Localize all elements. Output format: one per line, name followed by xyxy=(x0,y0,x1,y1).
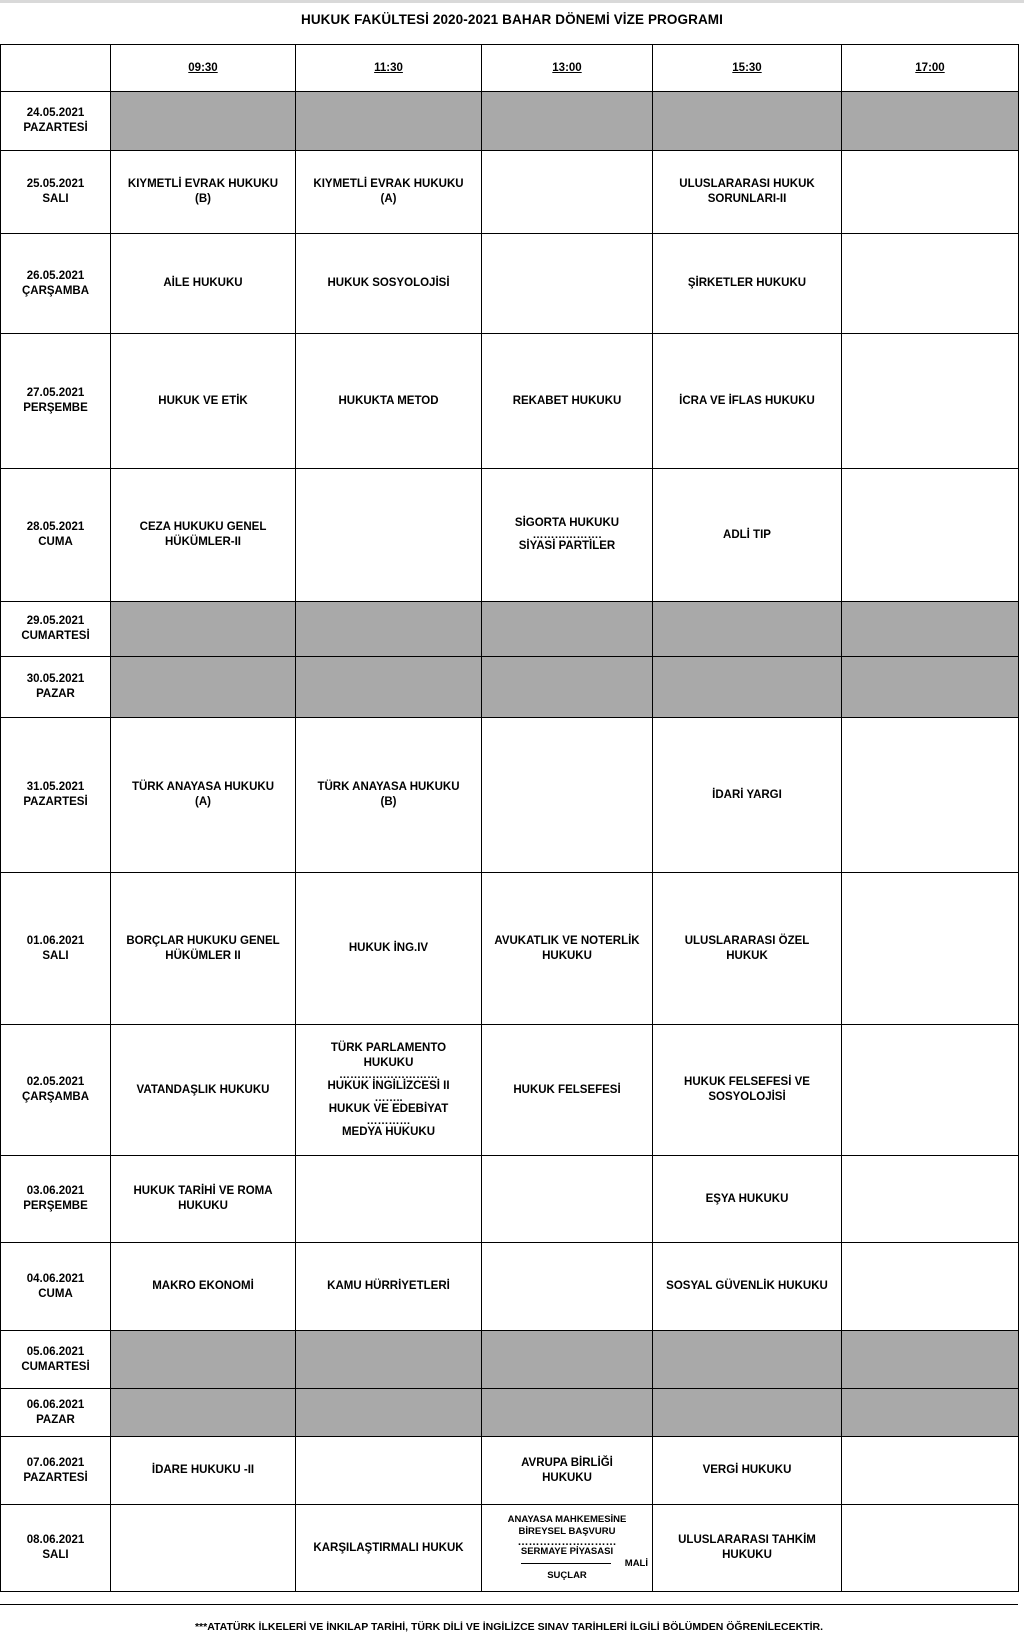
date-cell: 24.05.2021 PAZARTESİ xyxy=(1,92,111,151)
holiday-cell xyxy=(296,1389,482,1437)
exam-cell: KIYMETLİ EVRAK HUKUKU (A) xyxy=(296,151,482,234)
exam-schedule-table xyxy=(0,44,1019,1592)
exam-cell: ADLİ TIP xyxy=(653,469,842,602)
holiday-cell xyxy=(482,92,653,151)
exam-cell: İDARİ YARGI xyxy=(653,718,842,873)
exam-cell: İCRA VE İFLAS HUKUKU xyxy=(653,334,842,469)
holiday-cell xyxy=(482,602,653,657)
exam-cell: HUKUK FELSEFESİ xyxy=(482,1025,653,1156)
time-header: 13:00 xyxy=(482,45,653,92)
date-cell: 30.05.2021 PAZAR xyxy=(1,657,111,718)
holiday-cell xyxy=(482,657,653,718)
empty-cell xyxy=(842,1505,1019,1592)
empty-cell xyxy=(111,1505,296,1592)
empty-cell xyxy=(842,234,1019,334)
holiday-cell xyxy=(842,657,1019,718)
empty-cell xyxy=(296,1437,482,1505)
exam-cell: AVRUPA BİRLİĞİ HUKUKU xyxy=(482,1437,653,1505)
date-cell: 06.06.2021 PAZAR xyxy=(1,1389,111,1437)
empty-cell xyxy=(482,1156,653,1243)
exam-cell: SOSYAL GÜVENLİK HUKUKU xyxy=(653,1243,842,1331)
holiday-cell xyxy=(111,92,296,151)
exam-cell: EŞYA HUKUKU xyxy=(653,1156,842,1243)
date-cell: 29.05.2021 CUMARTESİ xyxy=(1,602,111,657)
table-row xyxy=(1,1437,1019,1505)
table-row xyxy=(1,469,1019,602)
exam-cell: HUKUK FELSEFESİ VE SOSYOLOJİSİ xyxy=(653,1025,842,1156)
exam-cell: BORÇLAR HUKUKU GENEL HÜKÜMLER II xyxy=(111,873,296,1025)
page-title: HUKUK FAKÜLTESİ 2020-2021 BAHAR DÖNEMİ VİZE PROGRAMI xyxy=(300,12,723,27)
holiday-cell xyxy=(296,657,482,718)
holiday-cell xyxy=(111,657,296,718)
holiday-cell xyxy=(296,92,482,151)
exam-cell: CEZA HUKUKU GENEL HÜKÜMLER-II xyxy=(111,469,296,602)
date-cell: 08.06.2021 SALI xyxy=(1,1505,111,1592)
top-border xyxy=(0,0,1024,3)
holiday-cell xyxy=(653,1331,842,1389)
exam-cell: SİGORTA HUKUKU ………………. SİYASİ PARTİLER xyxy=(482,469,653,602)
time-header: 15:30 xyxy=(653,45,842,92)
empty-cell xyxy=(296,1156,482,1243)
holiday-cell xyxy=(296,602,482,657)
holiday-cell xyxy=(842,1389,1019,1437)
empty-cell xyxy=(842,873,1019,1025)
time-header: 09:30 xyxy=(111,45,296,92)
date-cell: 25.05.2021 SALI xyxy=(1,151,111,234)
exam-cell: İDARE HUKUKU -II xyxy=(111,1437,296,1505)
empty-cell xyxy=(842,1025,1019,1156)
date-cell: 01.06.2021 SALI xyxy=(1,873,111,1025)
table-row xyxy=(1,873,1019,1025)
table-row xyxy=(1,1389,1019,1437)
table-row xyxy=(1,334,1019,469)
table-row xyxy=(1,151,1019,234)
exam-cell: HUKUK İNG.IV xyxy=(296,873,482,1025)
date-cell: 31.05.2021 PAZARTESİ xyxy=(1,718,111,873)
exam-cell: TÜRK ANAYASA HUKUKU (B) xyxy=(296,718,482,873)
exam-cell: ULUSLARARASI HUKUK SORUNLARI-II xyxy=(653,151,842,234)
exam-cell: ANAYASA MAHKEMESİNE BİREYSEL BAŞVURU ……………………… SERMAYE PİYASASI MALİ SUÇLAR xyxy=(482,1505,653,1592)
holiday-cell xyxy=(482,1389,653,1437)
header-row xyxy=(1,45,1019,92)
table-row xyxy=(1,718,1019,873)
date-cell: 02.05.2021 ÇARŞAMBA xyxy=(1,1025,111,1156)
time-header: 11:30 xyxy=(296,45,482,92)
exam-cell: TÜRK ANAYASA HUKUKU (A) xyxy=(111,718,296,873)
empty-cell xyxy=(842,1243,1019,1331)
footer-note: ***ATATÜRK İLKELERİ VE İNKILAP TARİHİ, TÜRK DİLİ VE İNGİLİZCE SINAV TARİHLERİ İLGİLİ BÖLÜMDEN ÖĞRENİLECEKTİR. xyxy=(0,1604,1018,1649)
holiday-cell xyxy=(842,602,1019,657)
exam-cell: AİLE HUKUKU xyxy=(111,234,296,334)
holiday-cell xyxy=(653,602,842,657)
date-cell: 26.05.2021 ÇARŞAMBA xyxy=(1,234,111,334)
exam-cell: VATANDAŞLIK HUKUKU xyxy=(111,1025,296,1156)
date-cell: 07.06.2021 PAZARTESİ xyxy=(1,1437,111,1505)
holiday-cell xyxy=(653,657,842,718)
exam-cell: HUKUKTA METOD xyxy=(296,334,482,469)
empty-cell xyxy=(842,334,1019,469)
date-cell: 04.06.2021 CUMA xyxy=(1,1243,111,1331)
holiday-cell xyxy=(653,92,842,151)
corner-cell xyxy=(1,45,111,92)
holiday-cell xyxy=(482,1331,653,1389)
date-cell: 28.05.2021 CUMA xyxy=(1,469,111,602)
table-row xyxy=(1,234,1019,334)
empty-cell xyxy=(842,1156,1019,1243)
table-row xyxy=(1,602,1019,657)
holiday-cell xyxy=(111,1331,296,1389)
exam-cell: KAMU HÜRRİYETLERİ xyxy=(296,1243,482,1331)
exam-cell: VERGİ HUKUKU xyxy=(653,1437,842,1505)
holiday-cell xyxy=(296,1331,482,1389)
exam-cell: KARŞILAŞTIRMALI HUKUK xyxy=(296,1505,482,1592)
exam-cell: AVUKATLIK VE NOTERLİK HUKUKU xyxy=(482,873,653,1025)
empty-cell xyxy=(842,1437,1019,1505)
empty-cell xyxy=(482,1243,653,1331)
empty-cell xyxy=(482,234,653,334)
exam-cell: ŞİRKETLER HUKUKU xyxy=(653,234,842,334)
exam-cell: REKABET HUKUKU xyxy=(482,334,653,469)
date-cell: 27.05.2021 PERŞEMBE xyxy=(1,334,111,469)
exam-cell: MAKRO EKONOMİ xyxy=(111,1243,296,1331)
holiday-cell xyxy=(111,602,296,657)
holiday-cell xyxy=(111,1389,296,1437)
empty-cell xyxy=(842,469,1019,602)
exam-cell: HUKUK VE ETİK xyxy=(111,334,296,469)
empty-cell xyxy=(296,469,482,602)
empty-cell xyxy=(482,718,653,873)
exam-cell: KIYMETLİ EVRAK HUKUKU (B) xyxy=(111,151,296,234)
table-row xyxy=(1,1025,1019,1156)
empty-cell xyxy=(842,718,1019,873)
exam-cell: HUKUK TARİHİ VE ROMA HUKUKU xyxy=(111,1156,296,1243)
exam-cell: HUKUK SOSYOLOJİSİ xyxy=(296,234,482,334)
table-row xyxy=(1,1331,1019,1389)
table-row xyxy=(1,1505,1019,1592)
table-row xyxy=(1,92,1019,151)
time-header: 17:00 xyxy=(842,45,1019,92)
date-cell: 03.06.2021 PERŞEMBE xyxy=(1,1156,111,1243)
holiday-cell xyxy=(842,1331,1019,1389)
exam-cell: ULUSLARARASI TAHKİM HUKUKU xyxy=(653,1505,842,1592)
table-row xyxy=(1,1243,1019,1331)
table-row xyxy=(1,657,1019,718)
holiday-cell xyxy=(653,1389,842,1437)
empty-cell xyxy=(482,151,653,234)
exam-cell: TÜRK PARLAMENTO HUKUKU ……………………… HUKUK İNGİLİZCESİ II …….. HUKUK VE EDEBİYAT ………… MEDYA HUKUKU xyxy=(296,1025,482,1156)
table-row xyxy=(1,1156,1019,1243)
date-cell: 05.06.2021 CUMARTESİ xyxy=(1,1331,111,1389)
exam-cell: ULUSLARARASI ÖZEL HUKUK xyxy=(653,873,842,1025)
holiday-cell xyxy=(842,92,1019,151)
empty-cell xyxy=(842,151,1019,234)
